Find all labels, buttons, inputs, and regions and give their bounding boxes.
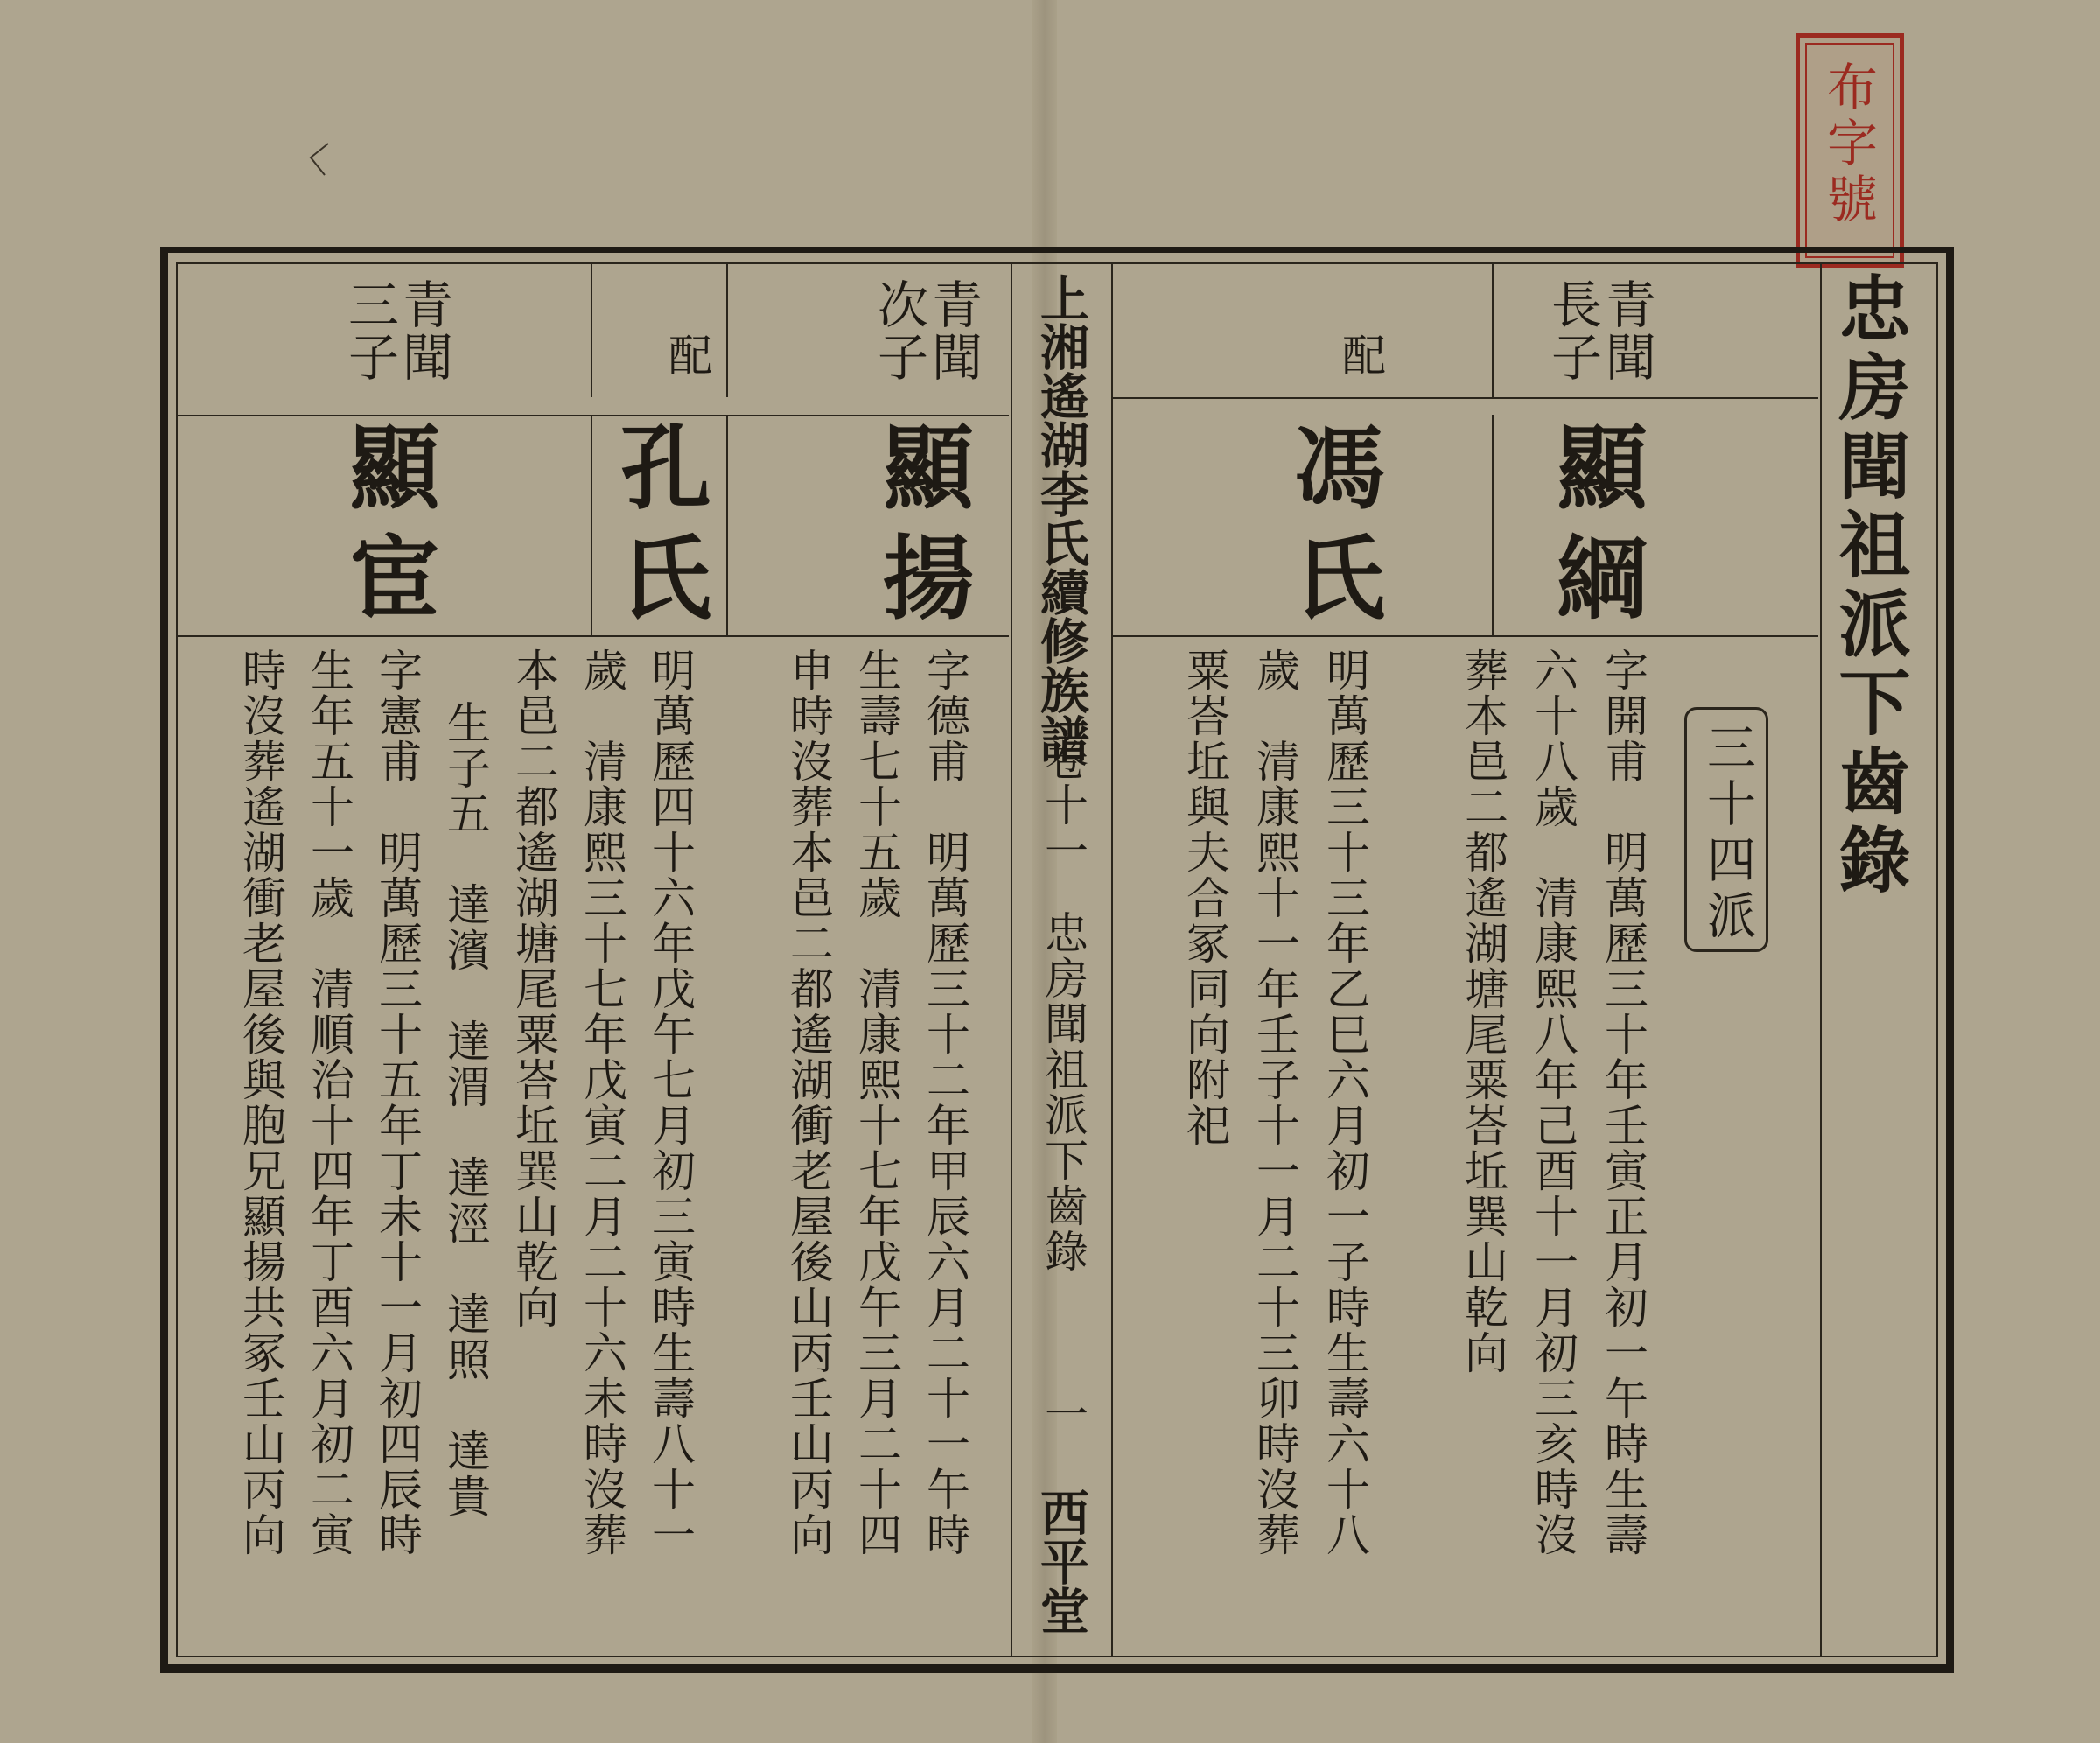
center-divider-left: [1011, 264, 1012, 1656]
spouse1-bio-3: 粟峇坵與夫合冢同向附祀: [1180, 648, 1230, 1148]
left-header-divider-2: [591, 264, 592, 397]
left-name-divider-2: [591, 415, 592, 635]
person3-header-1: 青聞: [394, 278, 453, 383]
person3-bio-3: 時沒葬遙湖衝老屋後與胞兄顯揚共冢壬山丙向: [235, 648, 286, 1558]
page-number: 一: [1038, 1391, 1088, 1437]
person1-bio-2: 六十八歲 清康熙八年己酉十一月初三亥時沒: [1528, 648, 1578, 1558]
hall-name: 西平堂: [1032, 1488, 1090, 1634]
person2-bio-1: 字德甫 明萬歷三十二年甲辰六月二十一午時: [920, 648, 970, 1558]
section-label: 忠房聞祖派下齒錄: [1038, 910, 1088, 1274]
person1-name: 顯綱: [1541, 420, 1648, 640]
page-title: 忠房聞祖派下齒錄: [1827, 271, 1911, 901]
spouse1-header: 配: [1335, 332, 1386, 378]
left-rule-1: [178, 415, 1009, 416]
generation-label: 三十四派: [1699, 722, 1756, 946]
person1-bio-3: 葬本邑二都遙湖塘尾粟峇坵巽山乾向: [1458, 648, 1508, 1376]
title-divider: [1820, 264, 1822, 1656]
red-seal-stamp: [1796, 33, 1904, 268]
person1-header-2: 長子: [1543, 278, 1602, 383]
left-name-divider-1: [726, 415, 728, 635]
center-divider-right: [1111, 264, 1113, 1656]
ink-mark: [302, 140, 333, 178]
person1-header-1: 青聞: [1597, 278, 1656, 383]
spouse1-bio-2: 歲 清康熙十一年壬子十一月二十三卯時沒葬: [1250, 648, 1300, 1558]
right-header-divider: [1492, 264, 1494, 397]
generation-box: [1684, 707, 1768, 952]
book-title: 上湘遙湖李氏續修族譜: [1032, 273, 1090, 763]
spouse2-bio-1: 明萬歷四十六年戊午七月初三寅時生壽八十一: [645, 648, 696, 1558]
person3-bio-2: 生年五十一歲 清順治十四年丁酉六月初二寅: [304, 648, 354, 1558]
spouse2-bio-4: 生子五 達濱 達渭 達涇 達照 達貴: [440, 700, 491, 1519]
spouse1-name: 馮氏: [1278, 420, 1386, 640]
person2-name: 顯揚: [867, 420, 975, 640]
spouse2-bio-2: 歲 清康熙三十七年戊寅二月二十六未時沒葬: [577, 648, 627, 1558]
person2-header-2: 次子: [869, 278, 928, 383]
person3-name: 顯宦: [333, 420, 441, 640]
volume-label: 卷十一: [1038, 737, 1088, 873]
person2-bio-2: 生壽七十五歲 清康熙十七年戊午三月二十四: [851, 648, 902, 1558]
person2-bio-3: 申時沒葬本邑二都遙湖衝老屋後山丙壬山丙向: [783, 648, 834, 1558]
person3-bio-1: 字憲甫 明萬歷三十五年丁未十一月初四辰時: [372, 648, 423, 1558]
left-header-divider-1: [726, 264, 728, 397]
right-rule-1: [1113, 397, 1818, 399]
person2-header-1: 青聞: [923, 278, 983, 383]
person1-bio-1: 字開甫 明萬歷三十年壬寅正月初一午時生壽: [1598, 648, 1648, 1558]
seal-text: 布字號: [1818, 60, 1878, 228]
right-rule-2: [1113, 635, 1818, 637]
right-name-divider: [1492, 415, 1494, 635]
spouse2-bio-3: 本邑二都遙湖塘尾粟峇坵巽山乾向: [508, 648, 559, 1330]
spouse2-name: 孔氏: [605, 420, 712, 640]
spouse1-bio-1: 明萬歷三十三年乙巳六月初一子時生壽六十八: [1320, 648, 1370, 1558]
person3-header-2: 三子: [340, 278, 399, 383]
spouse2-header: 配: [662, 332, 712, 378]
